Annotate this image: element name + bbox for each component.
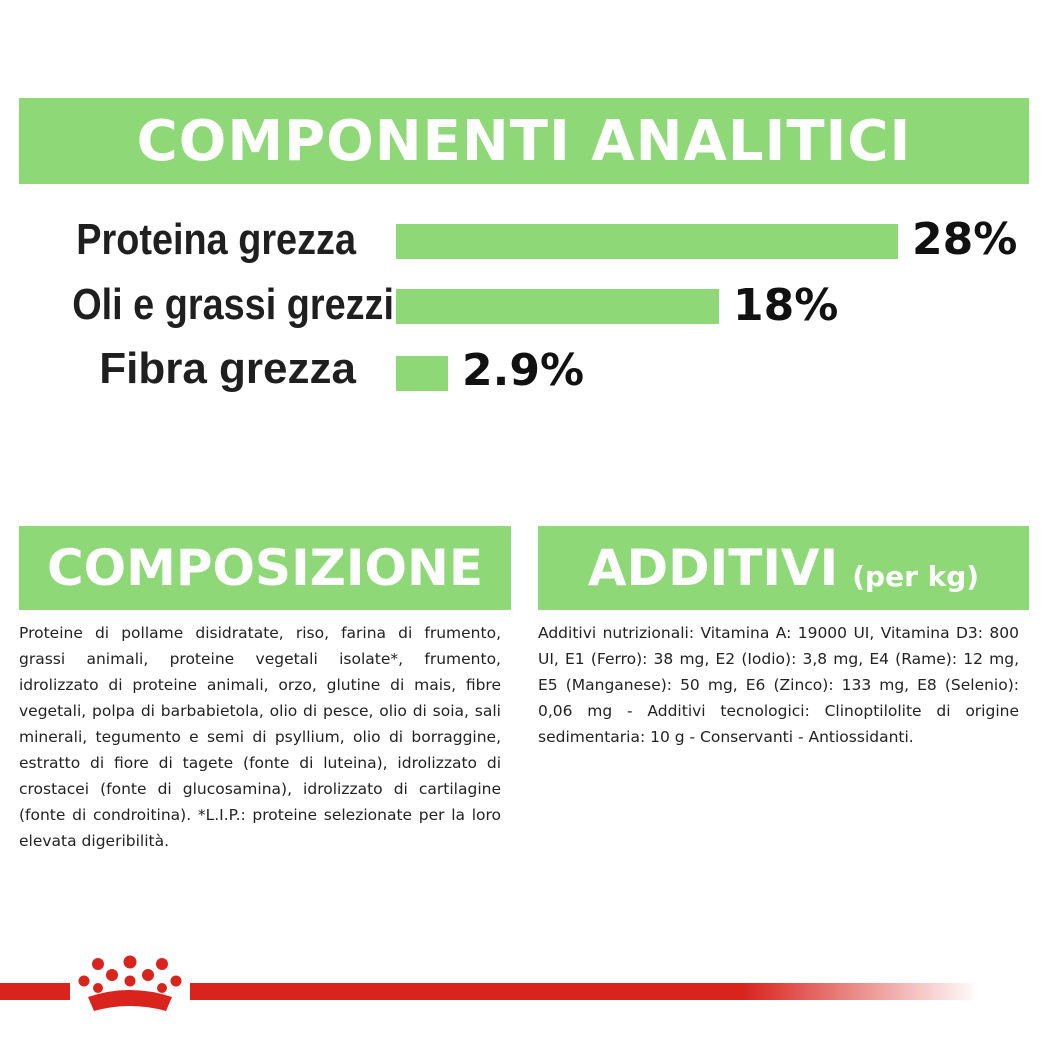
- protein-value: 28%: [912, 214, 1018, 265]
- additives-title: ADDITIVI: [587, 539, 839, 597]
- analytic-components-heading: [19, 98, 1029, 184]
- additives-text: Additivi nutrizionali: Vitamina A: 19000 UI, Vitamina D3: 800 UI, E1 (Ferro): 38 mg, E2 (Iodio): 3,8 mg, E4 (Rame): 12 mg, E5 (Manganese): 50 mg, E6 (Zinco): 133 mg, E8 (Selenio): 0,06 mg - Additivi tecnologici: Clinoptilolite di origine sedimentaria: 10 g - Conservanti - Antiossidanti.: [538, 624, 1019, 746]
- fat-bar: [396, 289, 719, 324]
- additives-heading: [538, 526, 1029, 610]
- footer-line-right: [190, 983, 980, 1000]
- protein-label: Proteina grezza: [76, 215, 356, 264]
- royal-crown-icon: [74, 955, 186, 1019]
- fiber-value: 2.9%: [462, 345, 585, 396]
- footer-line-left: [0, 983, 70, 1000]
- additives-unit: (per kg): [852, 559, 980, 593]
- composition-heading: [19, 526, 511, 610]
- composition-title: COMPOSIZIONE: [46, 539, 484, 597]
- fat-value: 18%: [733, 280, 839, 331]
- fat-label: Oli e grassi grezzi: [72, 280, 394, 329]
- fiber-label: Fibra grezza: [99, 344, 356, 393]
- composition-text: Proteine di pollame disidratate, riso, farina di frumento, grassi animali, proteine vegetali isolate*, frumento, idrolizzato di proteine animali, orzo, glutine di mais, fibre vegetali, polpa di barbabietola, olio di pesce, olio di soia, sali minerali, tegumento e semi di psyllium, olio di borraggine, estratto di fiore di tagete (fonte di luteina), idrolizzato di crostacei (fonte di glucosamina), idrolizzato di cartilagine (fonte di condroitina). *L.I.P.: proteine selezionate per la loro elevata digeribilità.: [19, 624, 501, 850]
- protein-bar: [396, 224, 898, 259]
- analytic-components-title: COMPONENTI ANALITICI: [136, 108, 912, 174]
- fiber-bar: [396, 356, 448, 391]
